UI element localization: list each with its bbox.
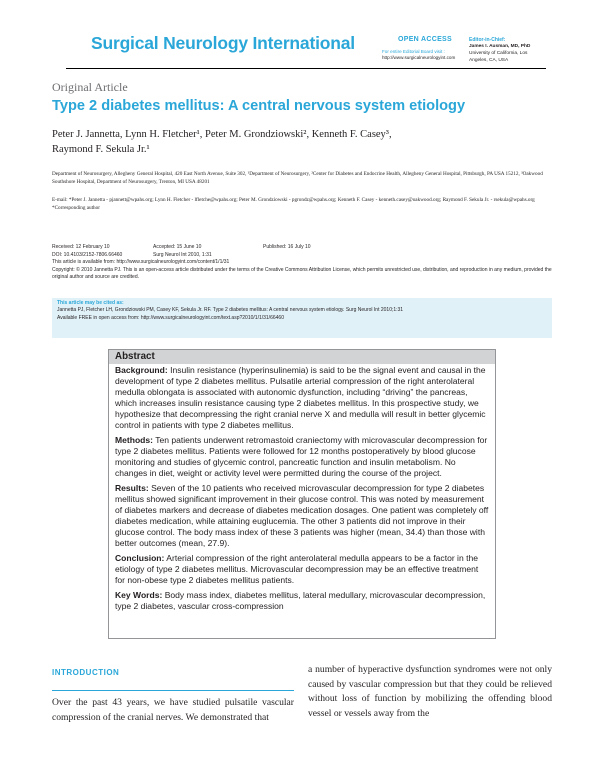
introduction-heading: INTRODUCTION bbox=[52, 668, 120, 677]
citation-text: Jannetta PJ, Fletcher LH, Grondziowski PM, Casey KF, Sekula Jr. RF. Type 2 diabetes mellitus: A central nervous system etiology. Surg Neurol Int 2010;1:31 bbox=[57, 307, 404, 314]
intro-column-left: Over the past 43 years, we have studied pulsatile vascular compression of the cranial nerves. We demonstrated that bbox=[52, 697, 294, 723]
article-type: Original Article bbox=[52, 80, 128, 94]
background-label: Background: bbox=[115, 365, 168, 375]
affiliations: Department of Neurosurgery, Allegheny General Hospital, 420 East North Avenue, Suite 302, ¹Department of Neurosurgery, ²Center for Diabetes and Endocrine Health, Allegheny General Hospital, Pittsburgh, PA USA 15212, ³Oakwood Southshore Hospital, Department of Neurosurgery, Trenton, MI USA 48201 bbox=[52, 171, 543, 186]
methods-text: Ten patients underwent retromastoid craniectomy with microvascular decompression for type 2 diabetes mellitus. Patients were followed for 12 months postoperatively by blood glucose monitoring and studies of glycemic control, pancreatic function and insulin metabolism. No changes in diet, weight or activity level were permitted during the course of the project. bbox=[115, 435, 488, 478]
editor-affiliation-1: University of California, Los bbox=[469, 51, 528, 57]
citation-heading: This article may be cited as: bbox=[57, 300, 124, 306]
journal-name: Surgical Neurology International bbox=[91, 33, 355, 53]
citation-short: Surg Neurol Int 2010, 1:31 bbox=[153, 251, 212, 258]
author-list bbox=[52, 127, 552, 157]
editor-title: Editor-in-Chief: bbox=[469, 37, 506, 43]
site-label: For entire Editorial Board visit : bbox=[382, 49, 445, 54]
editorial-board-link[interactable] bbox=[382, 49, 455, 61]
editor-in-chief-block bbox=[469, 37, 564, 65]
editor-affiliation-2: Angeles, CA, USA bbox=[469, 58, 509, 64]
open-access-label: OPEN ACCESS bbox=[398, 36, 452, 43]
abstract-background bbox=[115, 365, 489, 431]
keywords-text: Body mass index, diabetes mellitus, lateral medullary, microvascular decompression, type 2 diabetes, vascular cross-compression bbox=[115, 590, 486, 611]
open-access-block bbox=[382, 36, 455, 61]
corresponding-author: *Corresponding author bbox=[52, 205, 100, 212]
abstract-conclusion bbox=[115, 553, 489, 586]
copyright: Copyright: © 2010 Jannetta PJ. This is an open-access article distributed under the terms of the Creative Commons Attribution License, which permits unrestricted use, distribution, and reproduction in any medium, provided the original author and source are credited. bbox=[52, 266, 552, 281]
abstract-heading: Abstract bbox=[109, 350, 495, 364]
authors-line-1: Peter J. Jannetta, Lynn H. Fletcher¹, Peter M. Grondziowski², Kenneth F. Casey³, bbox=[52, 129, 392, 140]
abstract-body bbox=[109, 364, 495, 617]
authors-line-2: Raymond F. Sekula Jr.¹ bbox=[52, 144, 150, 155]
journal-header bbox=[0, 0, 600, 68]
abstract-box bbox=[108, 349, 496, 639]
abstract-results bbox=[115, 483, 489, 549]
author-emails bbox=[52, 196, 554, 213]
results-label: Results: bbox=[115, 483, 149, 493]
editor-name: James I. Ausman, MD, PhD bbox=[469, 44, 531, 50]
abstract-methods bbox=[115, 435, 489, 479]
available-from: This article is available from: http://www.surgicalneurologyint.com/content/1/1/31 bbox=[52, 259, 230, 266]
keywords-label: Key Words: bbox=[115, 590, 163, 600]
publication-info bbox=[52, 244, 554, 282]
article-title: Type 2 diabetes mellitus: A central nervous system etiology bbox=[52, 98, 466, 114]
published-date: Published: 16 July 10 bbox=[263, 244, 311, 250]
accepted-date: Accepted: 15 June 10 bbox=[153, 244, 202, 250]
received-date: Received: 12 February 10 bbox=[52, 244, 110, 250]
results-text: Seven of the 10 patients who received microvascular decompression for type 2 diabetes mellitus showed significant improvement in their glucose control. This was noted by measurement of diabetes markers and decrease of diabetes medication dosages. One patient was completely off diabetes medication, while attaining euglucemia. The other 3 patients did not improve in their glucose control. The body mass index of these 3 patients was higher (mean, 34.4) than those with better outcomes (mean, 27.9). bbox=[115, 483, 489, 548]
conclusion-label: Conclusion: bbox=[115, 553, 165, 563]
doi: DOI: 10.4103/2152-7806.66460 bbox=[52, 251, 123, 258]
background-text: Insulin resistance (hyperinsulinemia) is said to be the signal event and causal in the development of type 2 diabetes mellitus. Pulsatile arterial compression of the right anterolateral medulla oblongata is associated with autonomic dysfunction, including “driving” the pancreas, which increases insulin resistance causing type 2 diabetes mellitus. In this prospective study, we hypothesize that decompressing the right cranial nerve X and medulla will result in better glycemic control in patients with type 2 diabetes mellitus. bbox=[115, 365, 486, 430]
site-url[interactable]: http://www.surgicalneurologyint.com bbox=[382, 54, 456, 60]
citation-box bbox=[52, 298, 552, 338]
abstract-keywords bbox=[115, 590, 489, 612]
header-divider bbox=[66, 68, 546, 69]
intro-column-right: a number of hyperactive dysfunction syndromes were not only caused by vascular compression but that they could be relieved without loss of function by mobilizing the offending blood vessel or vessels away from the bbox=[308, 664, 552, 719]
free-access-url: Available FREE in open access from: http://www.surgicalneurologyint.com/text.asp?2010/1/1/31/66460 bbox=[57, 314, 284, 321]
conclusion-text: Arterial compression of the right anterolateral medulla appears to be a factor in the etiology of type 2 diabetes mellitus. Microvascular decompression may be an effective treatment for non-obese type 2 diabetes mellitus patients. bbox=[115, 553, 479, 585]
email-list: E-mail: *Peter J. Jannetta - pjannett@wpahs.org; Lynn H. Fletcher - lfletche@wpahs.org; Peter M. Grondziowski - pgrondz@wpahs.org; Kenneth F. Casey - kenneth.casey@oakwood.org; Raymond F. Sekula Jr. - rsekula@wpahs.org bbox=[52, 197, 535, 203]
methods-label: Methods: bbox=[115, 435, 153, 445]
